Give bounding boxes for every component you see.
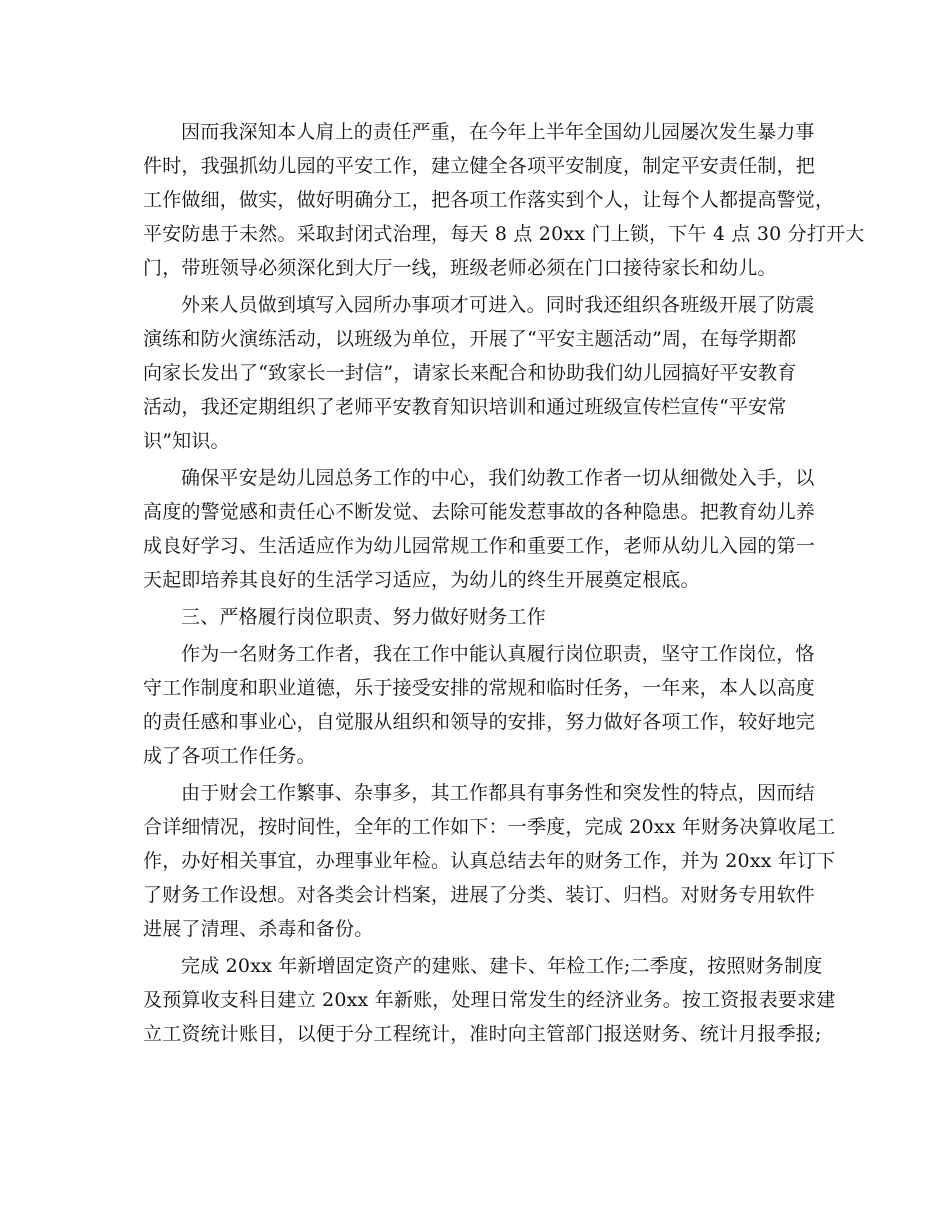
document-body — [143, 115, 865, 1051]
text-line: 成良好学习、生活适应作为幼儿园常规工作和重要工作，老师从幼儿入园的第一 — [143, 535, 816, 557]
paragraph-finance-work — [143, 776, 836, 946]
text-line: 高度的警觉感和责任心不断发觉、去除可能发惹事故的各种隐患。把教育幼儿养 — [143, 501, 816, 523]
text-line: 识”知识。 — [143, 430, 230, 452]
text-line: 向家长发出了“致家长一封信”，请家长来配合和协助我们幼儿园搞好平安教育 — [143, 362, 797, 384]
text-line: 完成 20xx 年新增固定资产的建账、建卡、年检工作;二季度，按照财务制度 — [181, 955, 823, 977]
paragraph-fixed-assets — [143, 949, 836, 1051]
text-line: 外来人员做到填写入园所办事项才可进入。同时我还组织各班级开展了防震 — [181, 294, 815, 316]
text-line: 作，办好相关事宜，办理事业年检。认真总结去年的财务工作，并为 20xx 年订下 — [143, 850, 836, 872]
text-line: 门，带班领导必须深化到大厅一线，班级老师必须在门口接待家长和幼儿。 — [143, 257, 777, 279]
heading-line: 三、严格履行岗位职责、努力做好财务工作 — [181, 606, 546, 628]
paragraph-finance-duties — [143, 637, 816, 773]
text-line: 因而我深知本人肩上的责任严重，在今年上半年全国幼儿园屡次发生暴力事 — [181, 121, 815, 143]
paragraph-visitors-drills — [143, 288, 815, 458]
text-line: 天起即培养其良好的生活学习适应，为幼儿的终生开展奠定根底。 — [143, 569, 700, 591]
text-line: 立工资统计账目，以便于分工程统计，准时向主管部门报送财务、统计月报季报; — [143, 1023, 822, 1045]
text-line: 演练和防火演练活动，以班级为单位，开展了“平安主题活动”周，在每学期都 — [143, 328, 797, 350]
text-line: 合详细情况，按时间性，全年的工作如下：一季度，完成 20xx 年财务决算收尾工 — [143, 816, 836, 838]
text-line: 工作做细，做实，做好明确分工，把各项工作落实到个人，让每个人都提高警觉， — [143, 189, 835, 211]
section-heading — [143, 600, 803, 634]
text-line: 活动，我还定期组织了老师平安教育知识培训和通过班级宣传栏宣传“平安常 — [143, 396, 787, 418]
text-line: 作为一名财务工作者，我在工作中能认真履行岗位职责，坚守工作岗位，恪 — [181, 643, 815, 665]
paragraph-safety-center — [143, 461, 816, 597]
text-line: 由于财会工作繁事、杂事多，其工作都具有事务性和突发性的特点，因而结 — [181, 782, 815, 804]
text-line: 件时，我强抓幼儿园的平安工作，建立健全各项平安制度，制定平安责任制，把 — [143, 155, 816, 177]
text-line: 确保平安是幼儿园总务工作的中心，我们幼教工作者一切从细微处入手，以 — [181, 467, 815, 489]
text-line: 守工作制度和职业道德，乐于接受安排的常规和临时任务，一年来，本人以高度 — [143, 677, 816, 699]
text-line: 进展了清理、杀毒和备份。 — [143, 918, 374, 940]
text-line: 了财务工作设想。对各类会计档案，进展了分类、装订、归档。对财务专用软件 — [143, 884, 816, 906]
text-line: 的责任感和事业心，自觉服从组织和领导的安排，努力做好各项工作，较好地完 — [143, 711, 816, 733]
text-line: 及预算收支科目建立 20xx 年新账，处理日常发生的经济业务。按工资报表要求建 — [143, 989, 836, 1011]
text-line: 成了各项工作任务。 — [143, 745, 316, 767]
paragraph-safety-responsibility — [143, 115, 865, 285]
text-line: 平安防患于未然。采取封闭式治理，每天 8 点 20xx 门上锁，下午 4 点 30 分打开大 — [143, 223, 865, 245]
